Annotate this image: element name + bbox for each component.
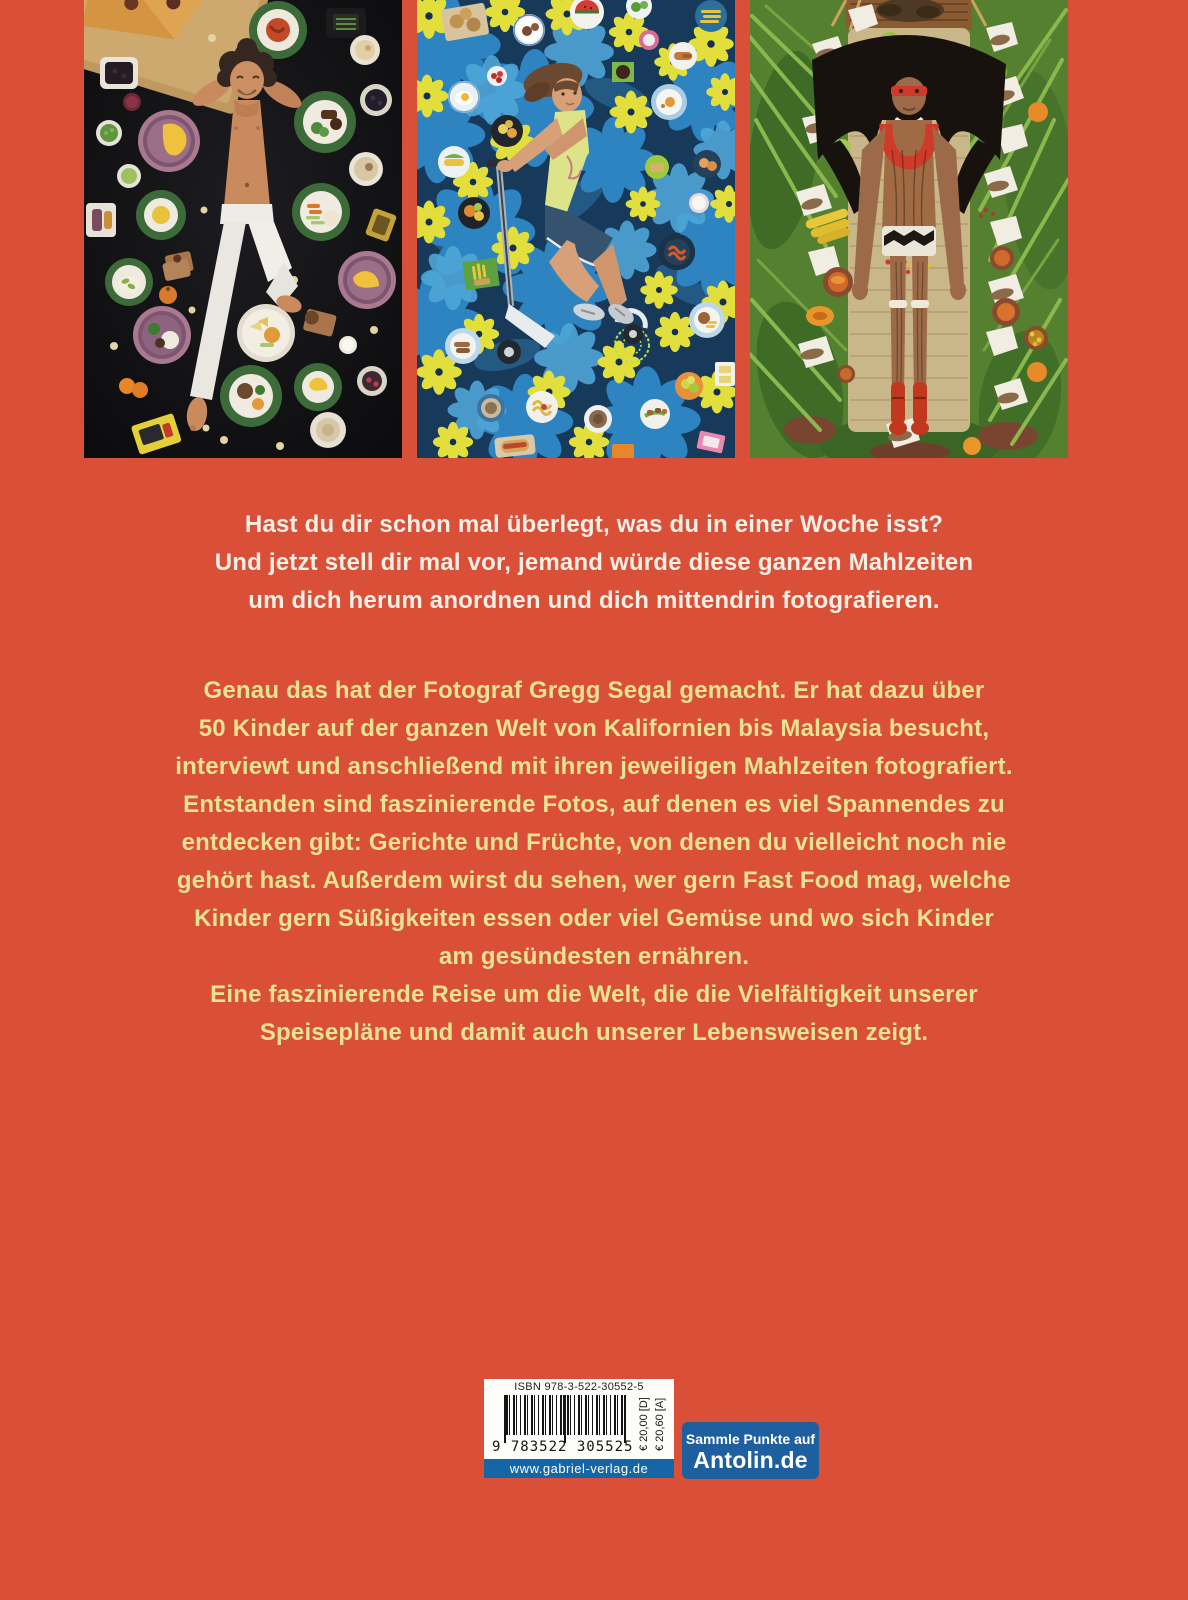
body-line: Genau das hat der Fotograf Gregg Segal gemacht. Er hat dazu über bbox=[203, 677, 985, 704]
barcode-box bbox=[484, 1379, 674, 1459]
body-line: Entstanden sind faszinierende Fotos, auf denen es viel Spannendes zu bbox=[183, 791, 1005, 818]
body-line: gehört hast. Außerdem wirst du sehen, wer gern Fast Food mag, welche bbox=[176, 867, 1012, 894]
body-line: Speisepläne und damit auch unserer Lebensweisen zeigt. bbox=[259, 1019, 929, 1046]
body-line: Kinder gern Süßigkeiten essen oder viel Gemüse und wo sich Kinder bbox=[194, 905, 994, 932]
antolin-badge bbox=[682, 1422, 819, 1479]
publisher-website: www.gabriel-verlag.de bbox=[484, 1459, 674, 1478]
price-germany: € 20,00 [D] bbox=[638, 1397, 650, 1451]
body-line: Eine faszinierende Reise um die Welt, die die Vielfältigkeit unserer bbox=[210, 981, 978, 1008]
body-line: am gesündesten ernähren. bbox=[438, 943, 750, 970]
body-line: entdecken gibt: Gerichte und Früchte, von denen du vielleicht noch nie bbox=[181, 829, 1007, 856]
isbn-label: ISBN 978-3-522-30552-5 bbox=[514, 1381, 644, 1393]
photo-boy-week-of-food bbox=[84, 0, 402, 458]
body-text bbox=[0, 672, 1188, 1052]
photo-girl-scooter-week-of-food bbox=[417, 0, 735, 458]
body-line: interviewt und anschließend mit ihren jeweiligen Mahlzeiten fotografiert. bbox=[175, 753, 1013, 780]
photo-girl-amazon-week-of-food bbox=[750, 0, 1068, 458]
price-austria: € 20,60 [A] bbox=[654, 1397, 666, 1451]
intro-line: Hast du dir schon mal überlegt, was du in einer Woche isst? bbox=[244, 511, 944, 538]
body-line: 50 Kinder auf der ganzen Welt von Kalifornien bis Malaysia besucht, bbox=[198, 715, 990, 742]
intro-text bbox=[0, 506, 1188, 620]
barcode-digits: 9 783522 305525 bbox=[492, 1439, 634, 1455]
intro-line: um dich herum anordnen und dich mittendrin fotografieren. bbox=[248, 587, 940, 614]
intro-line: Und jetzt stell dir mal vor, jemand würde diese ganzen Mahlzeiten bbox=[214, 549, 974, 576]
antolin-line1: Sammle Punkte auf bbox=[685, 1431, 816, 1447]
antolin-line2: Antolin.de bbox=[693, 1447, 808, 1473]
photo-strip bbox=[84, 0, 1068, 458]
